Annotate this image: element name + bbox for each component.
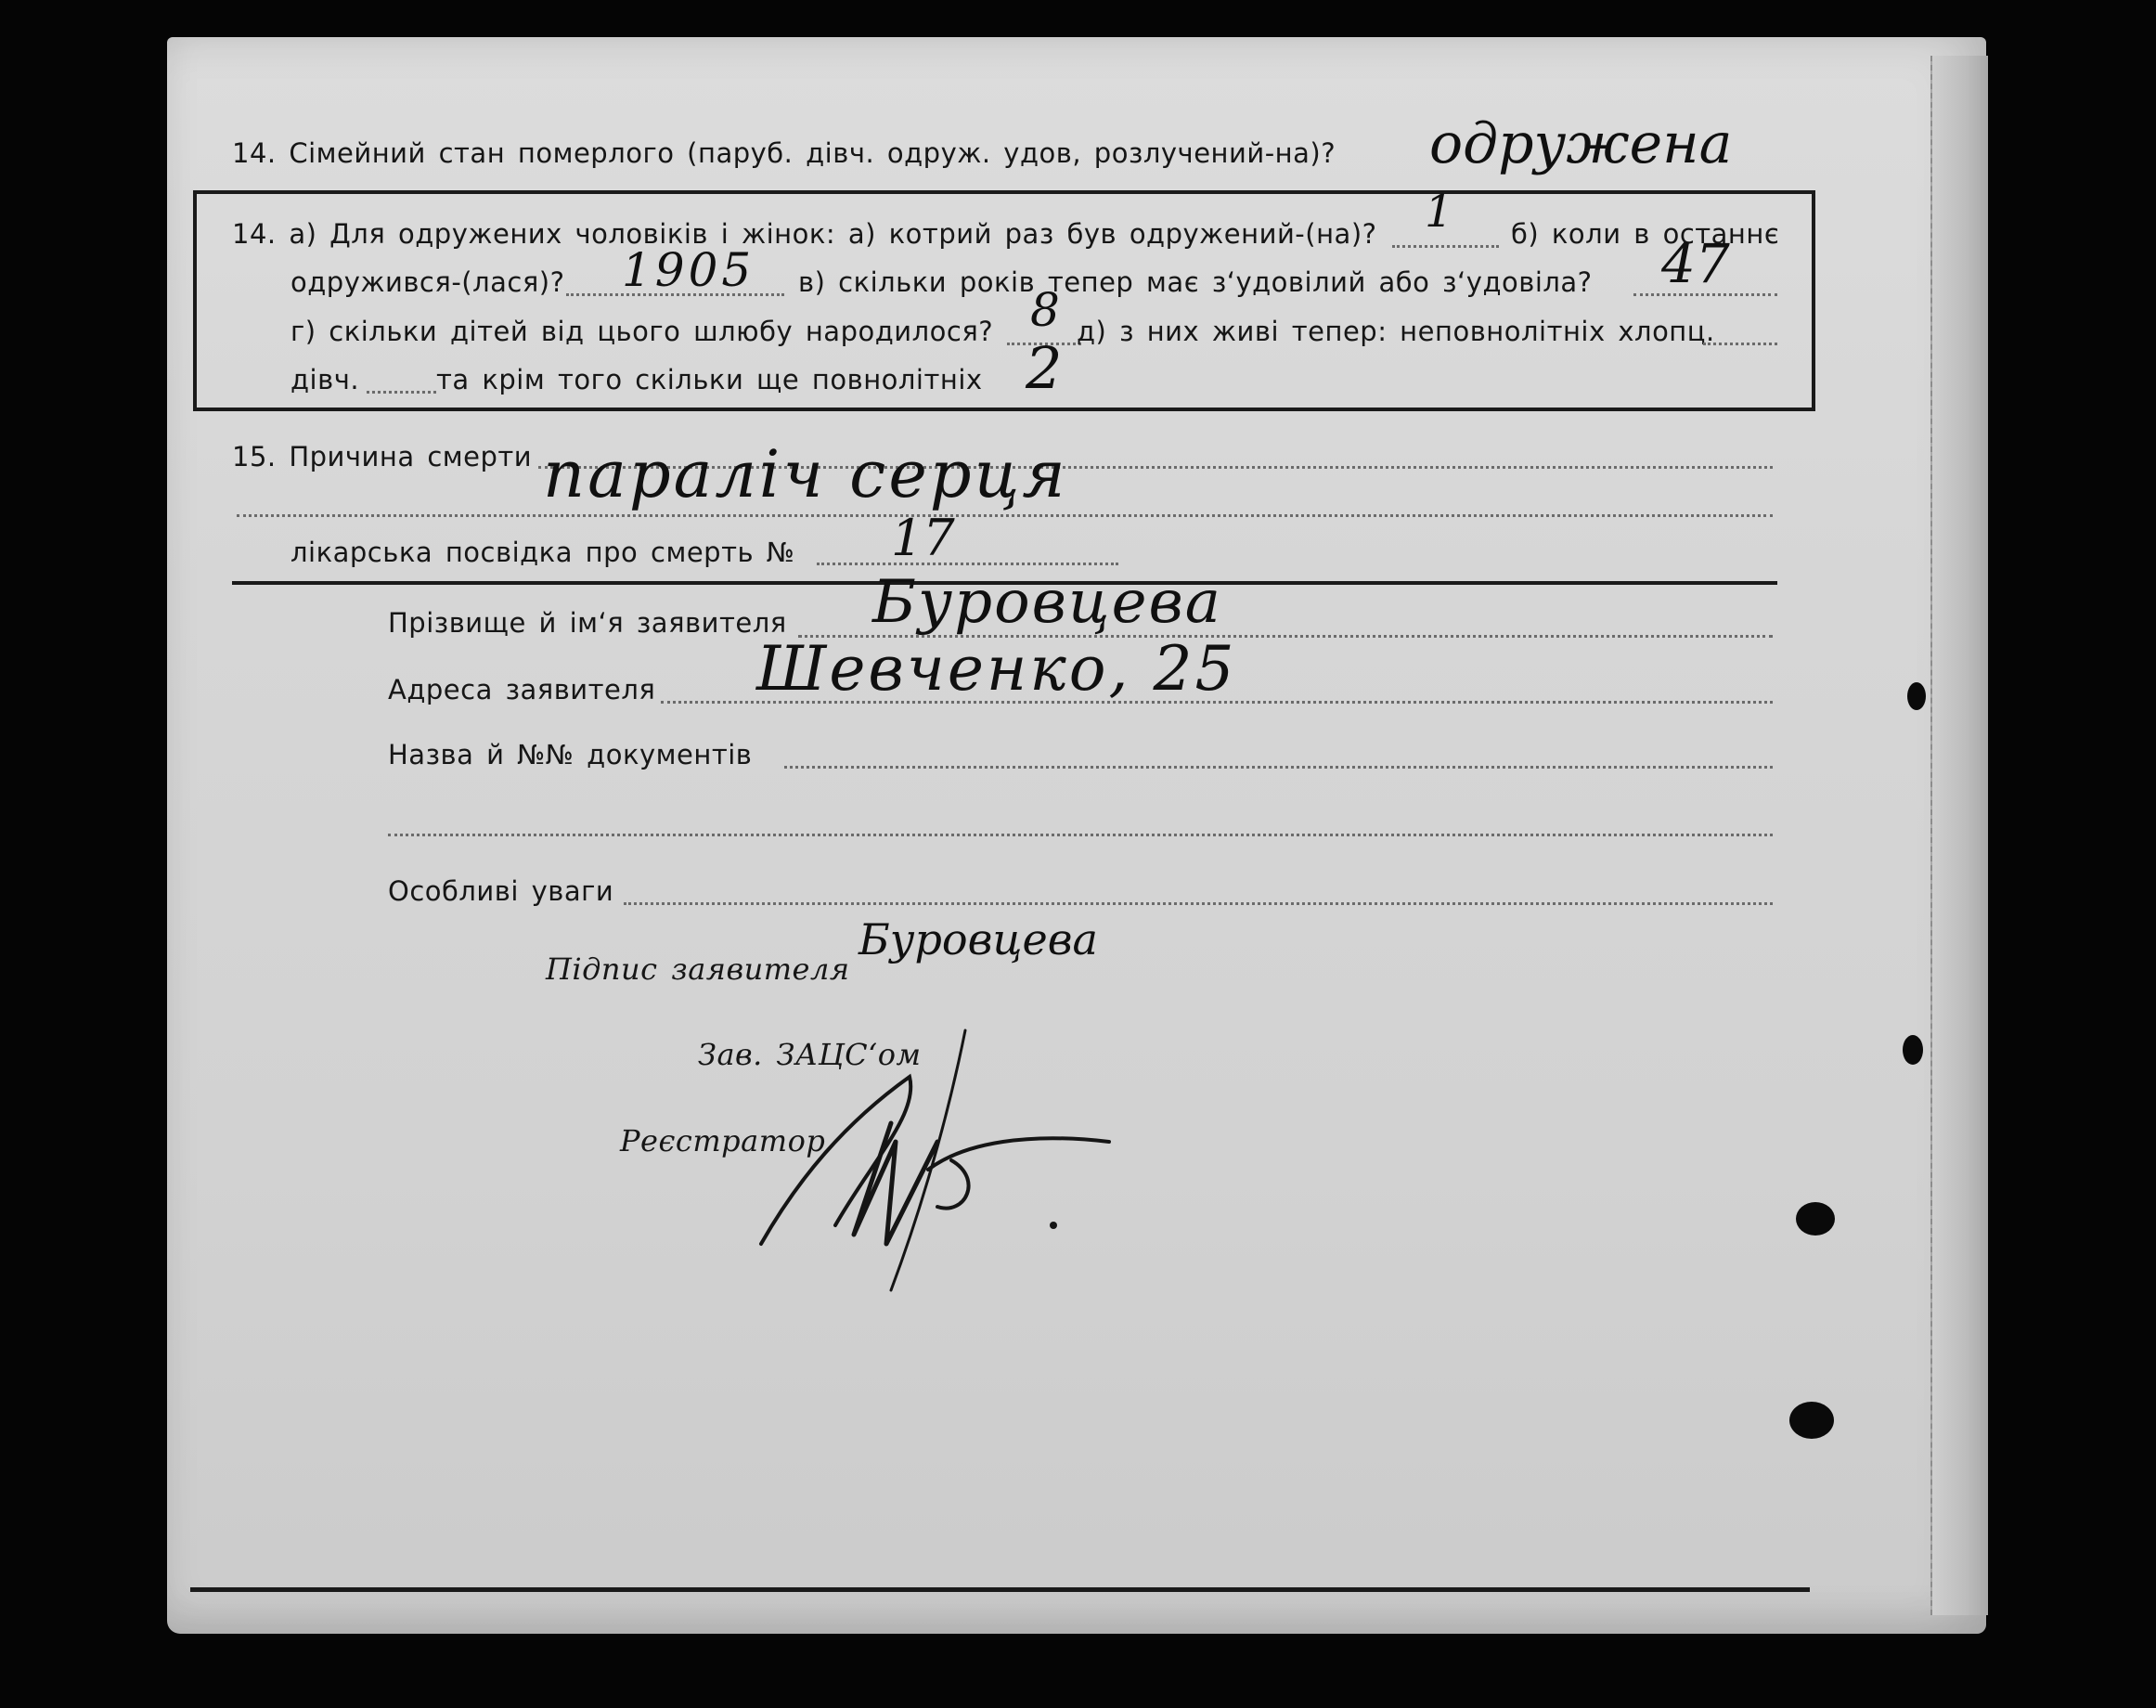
adult-children-label: та крім того скільки ще повнолітніх: [436, 364, 983, 395]
marital-status-label: 14. Сімейний стан померлого (паруб. дівч. одруж. удов, розлучений-на)?: [232, 137, 1336, 169]
cause-of-death-line-2: [237, 514, 1773, 517]
binding-hole: [1789, 1402, 1834, 1439]
married-times-label: 14. а) Для одружених чоловіків і жінок: а) котрий раз був одружений-(на)?: [232, 218, 1377, 250]
applicant-address-label: Адреса заявителя: [388, 674, 656, 705]
bottom-rule: [190, 1587, 1810, 1592]
applicant-name-answer: Буровцева: [872, 568, 1222, 637]
marriage-year-answer: 1905: [622, 243, 755, 297]
head-label: Зав. ЗАЦС‘ом: [698, 1037, 922, 1072]
documents-label: Назва й №№ документів: [388, 739, 753, 770]
certificate-line: [817, 563, 1118, 565]
married-times-line: [1392, 245, 1499, 248]
living-boys-line: [1703, 343, 1777, 345]
documents-line-2: [388, 834, 1773, 836]
perforated-edge: [1930, 56, 1988, 1615]
binding-hole: [1907, 682, 1926, 710]
married-times-answer: 1: [1425, 186, 1453, 238]
applicant-name-label: Прізвище й ім‘я заявителя: [388, 607, 787, 639]
applicant-signature-label: Підпис заявителя: [546, 951, 850, 987]
registrar-label: Реєстратор: [620, 1123, 826, 1158]
cause-of-death-answer: параліч серця: [543, 436, 1068, 512]
remarks-label: Особливі уваги: [388, 875, 614, 907]
remarks-line: [624, 902, 1773, 905]
living-minors-label: д) з них живі тепер: неповнолітніх хлопц.: [1077, 316, 1715, 347]
certificate-label: лікарська посвідка про смерть №: [290, 537, 795, 568]
registrar-signature: [733, 1012, 1160, 1309]
years-widowed-answer: 47: [1661, 232, 1730, 295]
cause-of-death-label: 15. Причина смерти: [232, 441, 533, 472]
children-born-label: г) скільки дітей від цього шлюбу народилося?: [290, 316, 994, 347]
girls-line: [367, 391, 436, 394]
certificate-number-answer: 17: [891, 509, 955, 567]
documents-line: [784, 766, 1773, 769]
marital-status-answer: одружена: [1429, 111, 1733, 176]
years-widowed-label: в) скільки років тепер має з‘удовілий або з‘удовіла?: [798, 266, 1593, 298]
binding-hole: [1903, 1035, 1923, 1065]
last-married-label: б) коли в останнє: [1511, 218, 1780, 250]
applicant-address-answer: Шевченко, 25: [756, 633, 1237, 705]
binding-hole: [1796, 1202, 1835, 1236]
girls-label: дівч.: [290, 364, 360, 395]
applicant-signature-value: Буровцева: [859, 914, 1098, 964]
adult-children-answer: 2: [1026, 334, 1063, 402]
children-born-answer: 8: [1030, 283, 1060, 337]
married-when-label: одружився-(лася)?: [290, 266, 565, 298]
